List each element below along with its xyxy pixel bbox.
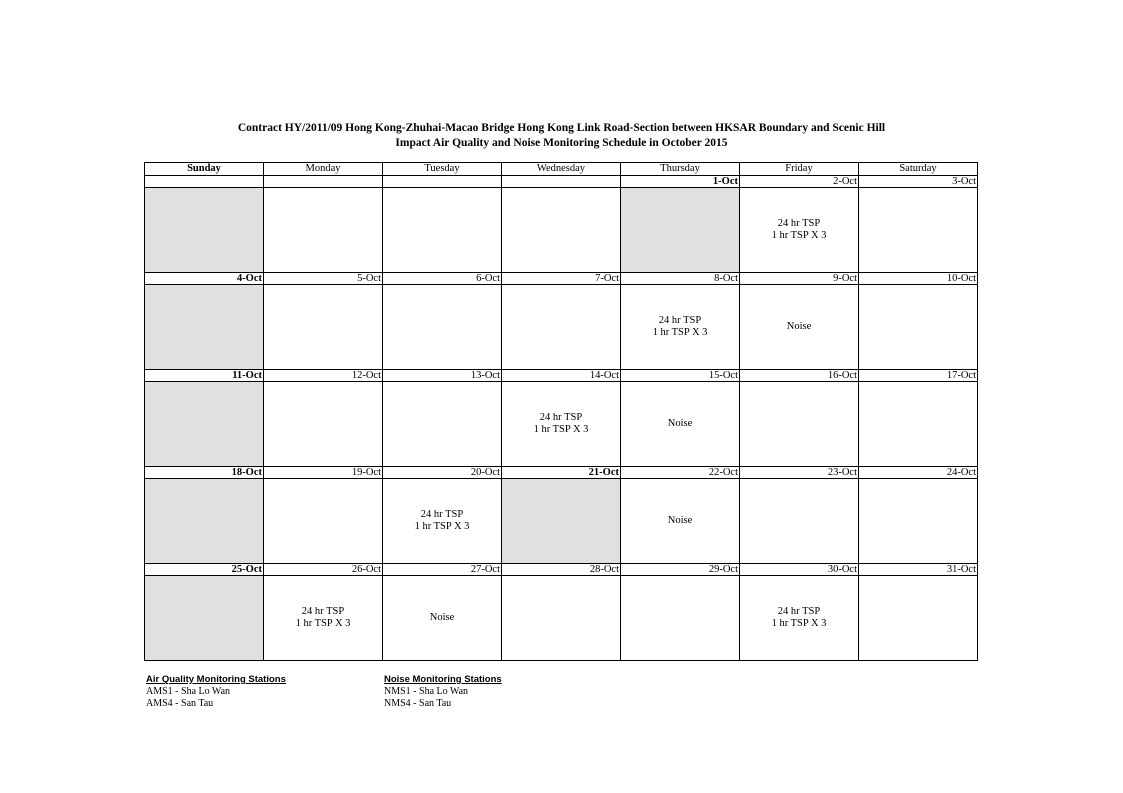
day-cell — [383, 285, 502, 370]
date-label: 9-Oct — [740, 273, 859, 285]
date-label — [383, 176, 502, 188]
day-cell — [740, 382, 859, 467]
date-label: 21-Oct — [502, 467, 621, 479]
date-label: 1-Oct — [621, 176, 740, 188]
monitoring-event: Noise — [786, 321, 812, 332]
day-cell — [145, 479, 264, 564]
date-label — [145, 176, 264, 188]
date-label: 10-Oct — [859, 273, 978, 285]
monitoring-event: 1 hr TSP X 3 — [533, 424, 589, 435]
day-cell — [145, 576, 264, 661]
day-cell — [621, 188, 740, 273]
date-label: 7-Oct — [502, 273, 621, 285]
monitoring-event: Noise — [667, 418, 693, 429]
air-quality-station: AMS4 - San Tau — [146, 698, 214, 709]
monitoring-event: 1 hr TSP X 3 — [771, 230, 827, 241]
date-label: 17-Oct — [859, 370, 978, 382]
day-cell — [502, 285, 621, 370]
week-events-row — [145, 285, 978, 370]
monitoring-calendar — [144, 162, 978, 661]
date-label: 19-Oct — [264, 467, 383, 479]
date-label: 11-Oct — [145, 370, 264, 382]
day-cell — [502, 188, 621, 273]
date-label: 28-Oct — [502, 564, 621, 576]
day-cell — [859, 382, 978, 467]
monitoring-event: 1 hr TSP X 3 — [652, 327, 708, 338]
date-label — [264, 176, 383, 188]
date-label: 22-Oct — [621, 467, 740, 479]
monitoring-event: 1 hr TSP X 3 — [414, 521, 470, 532]
date-label: 15-Oct — [621, 370, 740, 382]
day-cell — [740, 576, 859, 661]
weekday-header-row — [145, 163, 978, 176]
week-date-row — [145, 564, 978, 576]
day-cell — [502, 576, 621, 661]
monitoring-event: 24 hr TSP — [539, 412, 583, 423]
date-label: 4-Oct — [145, 273, 264, 285]
day-cell — [740, 188, 859, 273]
date-label: 23-Oct — [740, 467, 859, 479]
weekday-header-sunday: Sunday — [145, 163, 264, 176]
date-label: 27-Oct — [383, 564, 502, 576]
monitoring-event: 24 hr TSP — [777, 606, 821, 617]
day-cell — [621, 576, 740, 661]
day-cell — [145, 285, 264, 370]
date-label: 8-Oct — [621, 273, 740, 285]
week-date-row — [145, 467, 978, 479]
day-cell — [740, 285, 859, 370]
day-cell — [264, 285, 383, 370]
day-cell — [383, 188, 502, 273]
day-cell — [859, 576, 978, 661]
calendar-body — [145, 176, 978, 661]
weekday-header-thursday: Thursday — [621, 163, 740, 176]
week-events-row — [145, 479, 978, 564]
day-cell — [383, 382, 502, 467]
noise-legend — [384, 674, 502, 710]
weekday-header-friday: Friday — [740, 163, 859, 176]
day-cell — [621, 285, 740, 370]
day-cell — [264, 576, 383, 661]
monitoring-event: 24 hr TSP — [777, 218, 821, 229]
day-cell — [264, 479, 383, 564]
date-label: 26-Oct — [264, 564, 383, 576]
date-label: 20-Oct — [383, 467, 502, 479]
air-quality-station: AMS1 - Sha Lo Wan — [146, 686, 231, 697]
date-label: 13-Oct — [383, 370, 502, 382]
week-events-row — [145, 576, 978, 661]
day-cell — [264, 188, 383, 273]
date-label: 16-Oct — [740, 370, 859, 382]
air-quality-legend — [146, 674, 286, 710]
date-label: 6-Oct — [383, 273, 502, 285]
monitoring-event: Noise — [429, 612, 455, 623]
title-line-1: Contract HY/2011/09 Hong Kong-Zhuhai-Macao Bridge Hong Kong Link Road-Section between HKSAR Boundary and Scenic Hill — [237, 122, 886, 134]
day-cell — [740, 479, 859, 564]
day-cell — [502, 479, 621, 564]
day-cell — [859, 285, 978, 370]
title-line-2: Impact Air Quality and Noise Monitoring Schedule in October 2015 — [395, 137, 728, 149]
week-events-row — [145, 382, 978, 467]
monitoring-event: 1 hr TSP X 3 — [295, 618, 351, 629]
day-cell — [859, 188, 978, 273]
monitoring-event: 24 hr TSP — [420, 509, 464, 520]
date-label: 5-Oct — [264, 273, 383, 285]
monitoring-event: 24 hr TSP — [301, 606, 345, 617]
monitoring-event: Noise — [667, 515, 693, 526]
day-cell — [145, 188, 264, 273]
date-label: 25-Oct — [145, 564, 264, 576]
week-events-row — [145, 188, 978, 273]
noise-legend-heading: Noise Monitoring Stations — [384, 674, 502, 685]
monitoring-event: 24 hr TSP — [658, 315, 702, 326]
day-cell — [621, 479, 740, 564]
date-label: 2-Oct — [740, 176, 859, 188]
week-date-row — [145, 176, 978, 188]
week-date-row — [145, 273, 978, 285]
monitoring-event: 1 hr TSP X 3 — [771, 618, 827, 629]
day-cell — [264, 382, 383, 467]
day-cell — [859, 479, 978, 564]
weekday-header-saturday: Saturday — [859, 163, 978, 176]
noise-station: NMS4 - San Tau — [384, 698, 452, 709]
day-cell — [145, 382, 264, 467]
date-label: 24-Oct — [859, 467, 978, 479]
date-label: 14-Oct — [502, 370, 621, 382]
date-label: 29-Oct — [621, 564, 740, 576]
weekday-header-tuesday: Tuesday — [383, 163, 502, 176]
air-quality-legend-heading: Air Quality Monitoring Stations — [146, 674, 286, 685]
weekday-header-wednesday: Wednesday — [502, 163, 621, 176]
date-label — [502, 176, 621, 188]
date-label: 18-Oct — [145, 467, 264, 479]
day-cell — [502, 382, 621, 467]
date-label: 3-Oct — [859, 176, 978, 188]
week-date-row — [145, 370, 978, 382]
weekday-header-monday: Monday — [264, 163, 383, 176]
day-cell — [383, 479, 502, 564]
date-label: 31-Oct — [859, 564, 978, 576]
day-cell — [621, 382, 740, 467]
date-label: 30-Oct — [740, 564, 859, 576]
day-cell — [383, 576, 502, 661]
date-label: 12-Oct — [264, 370, 383, 382]
noise-station: NMS1 - Sha Lo Wan — [384, 686, 469, 697]
